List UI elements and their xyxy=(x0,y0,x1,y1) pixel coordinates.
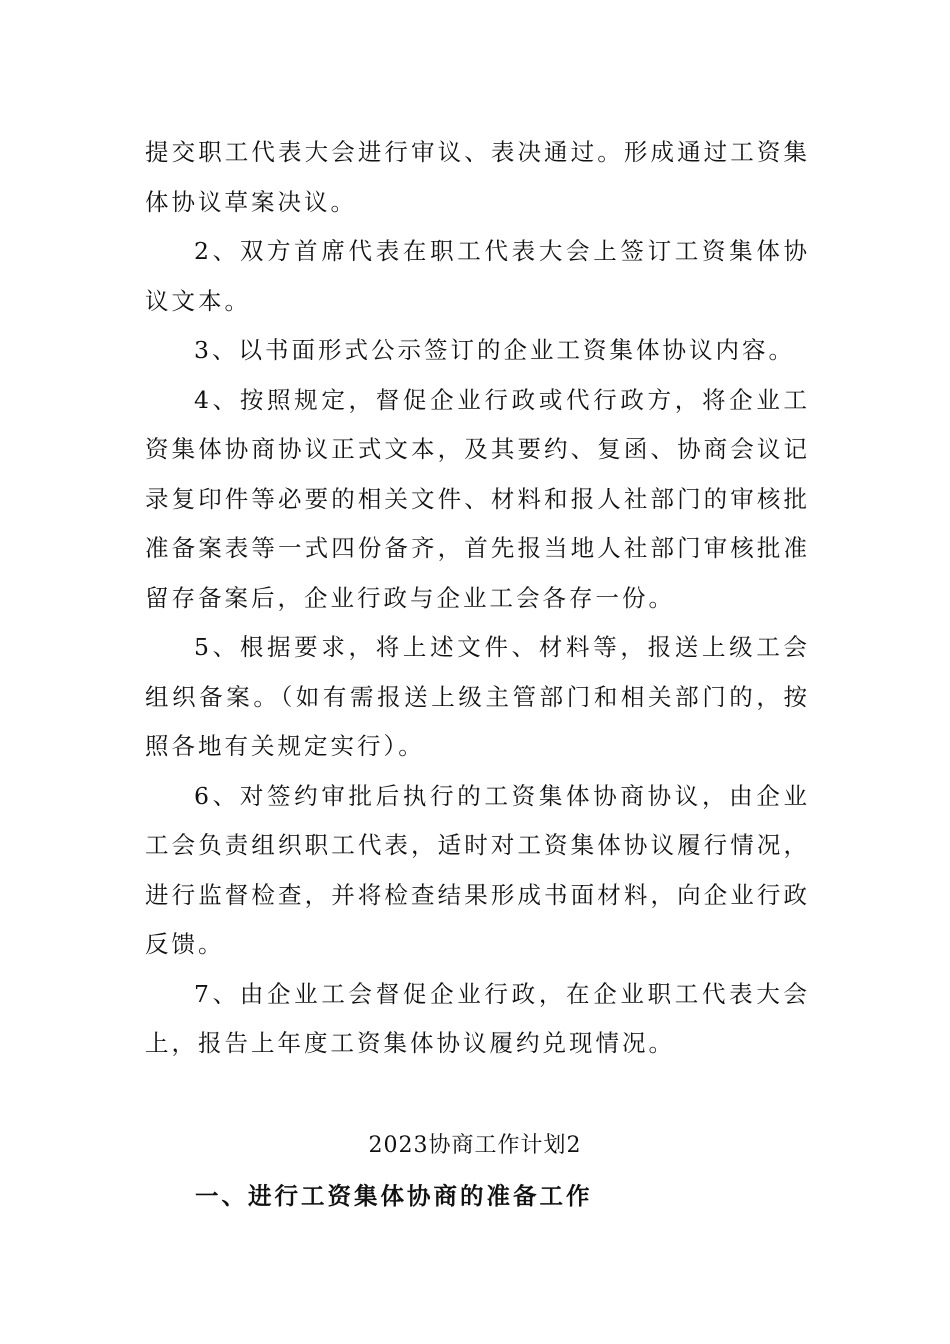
paragraph-item-7: 7、由企业工会督促企业行政，在企业职工代表大会上，报告上年度工资集体协议履约兑现情况。 xyxy=(145,979,810,1057)
paragraph-item-5: 5、根据要求，将上述文件、材料等，报送上级工会组织备案。（如有需报送上级主管部门和相关部门的，按照各地有关规定实行）。 xyxy=(145,633,810,760)
section-heading: 一、进行工资集体协商的准备工作 xyxy=(195,1182,593,1210)
paragraph-item-4: 4、按照规定，督促企业行政或代行政方，将企业工资集体协商协议正式文本，及其要约、复函、协商会议记录复印件等必要的相关文件、材料和报人社部门的审核批准备案表等一式四份备齐，首先报当地人社部门审核批准留存备案后，企业行政与企业工会各存一份。 xyxy=(145,385,810,612)
paragraph-item-2: 2、双方首席代表在职工代表大会上签订工资集体协议文本。 xyxy=(145,237,810,315)
document-title: 2023协商工作计划2 xyxy=(368,1133,582,1158)
paragraph-continuation: 提交职工代表大会进行审议、表决通过。形成通过工资集体协议草案决议。 xyxy=(145,138,810,216)
paragraph-item-3: 3、以书面形式公示签订的企业工资集体协议内容。 xyxy=(194,336,795,364)
document-body xyxy=(145,128,810,1069)
paragraph-item-6: 6、对签约审批后执行的工资集体协商协议，由企业工会负责组织职工代表，适时对工资集体协议履行情况，进行监督检查，并将检查结果形成书面材料，向企业行政反馈。 xyxy=(145,781,810,958)
